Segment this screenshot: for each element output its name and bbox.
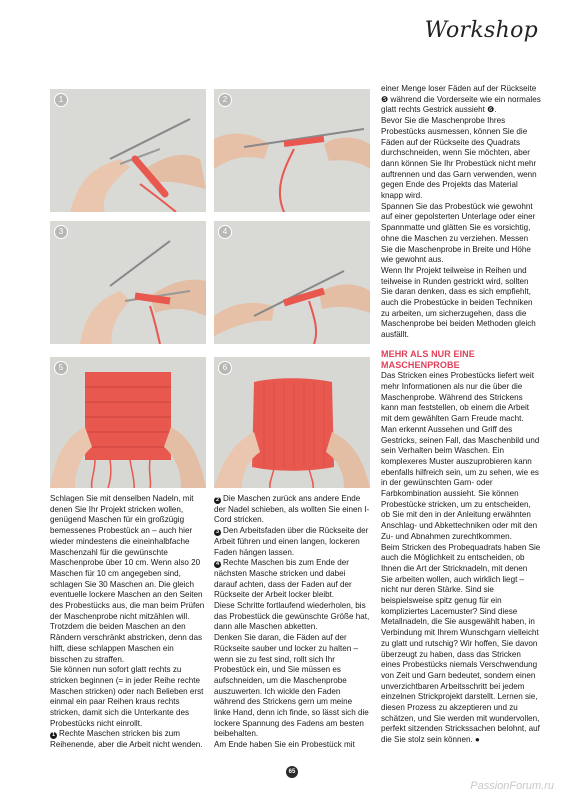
step-text: Den Arbeitsfaden über die Rückseite der Arbeit führen und einen langen, lockeren Faden hängen lassen.: [214, 526, 369, 557]
paragraph: einer Menge loser Fäden auf der Rückseite ❺ während die Vorderseite wie ein normales glatt rechts Gestrick aussieht ❻.: [381, 84, 541, 115]
step-text: Die Maschen zurück ans andere Ende der Nadel schieben, als wollten Sie einen I-Cord stricken.: [214, 494, 370, 525]
photo-number: 4: [218, 225, 232, 239]
photo-step-5-image: [50, 357, 206, 488]
photo-number: 3: [54, 225, 68, 239]
paragraph: Diese Schritte fortlaufend wiederholen, bis das Probestück die gewünschte Größe hat, dann alle Maschen abketten.: [214, 601, 370, 632]
step-text: Rechte Maschen bis zum Ende der nächsten Masche stricken und dabei darauf achten, dass der Faden auf der Rückseite der Arbeit locker bleibt.: [214, 558, 352, 600]
section-title: Workshop: [424, 18, 538, 43]
middle-column: [214, 494, 370, 751]
step-number-badge: 1: [51, 732, 56, 739]
photo-step-2: [214, 89, 370, 212]
photo-step-2-image: [214, 89, 370, 212]
photo-number: 6: [218, 361, 232, 375]
paragraph: Bevor Sie die Maschenprobe Ihres Probestücks ausmessen, können Sie die Fäden auf der Rückseite des Quadrats durchschneiden, wenn Sie möchten, aber dann können Sie Ihr Probestück nicht mehr auftrennen und das Garn verwenden, wenn gegen Ende des Projekts das Material knapp wird.: [381, 116, 537, 201]
paragraph: Das Stricken eines Probestücks liefert weit mehr Informationen als nur die über die Maschenprobe. Während des Strickens kann man feststellen, ob einem die Arbeit mit dem gewählten Garn Freude macht. Man erkennt Aussehen und Griff des Gestricks, seinen Fall, das Maschenbild und sein Verhalten beim Waschen. Ein komplexeres Muster auszuprobieren kann ebenfalls hilfreich sein, um zu sehen, wie es in der gewünschten Garn- oder Farbkombination aussieht. Sie können Probestücke stricken, um zu entscheiden, ob Sie mit den in der Anleitung erwähnten Anschlag- und Abkettechniken oder mit den Zu- und Abnahmen zurechtkommen.: [381, 371, 540, 541]
paragraph: Wenn Ihr Projekt teilweise in Reihen und teilweise in Runden gestrickt wird, sollten Sie daran denken, dass es sich empfiehlt, auch die Probestücke in beiden Techniken zu arbeiten, um sicherzugehen, dass die Maschenprobe bei beiden Methoden gleich ausfällt.: [381, 265, 536, 340]
photo-step-5: [50, 357, 206, 488]
photo-number: 5: [54, 361, 68, 375]
section-subheading: MEHR ALS NUR EINE MASCHENPROBE: [381, 348, 475, 370]
paragraph: Denken Sie daran, die Fäden auf der Rückseite sauber und locker zu halten – wenn sie zu fest sind, rollt sich Ihr Probestück ein, und Sie müssen es aufschneiden, um die Maschenprobe auszuwerten. Ich wickle den Faden während des Strickens gern um meine linke Hand, denn ich finde, so lässt sich die lockere Spannung des Fadens am besten beibehalten.: [214, 633, 369, 739]
right-column: [381, 84, 541, 746]
photo-number: 1: [54, 93, 68, 107]
paragraph: Sie können nun sofort glatt rechts zu stricken beginnen (= in jeder Reihe rechte Maschen stricken) oder nach Belieben erst einmal ein paar Reihen kraus rechts stricken, damit sich die Unterkante des Probestücks nicht einrollt.: [50, 665, 204, 728]
step-number-badge: 2: [215, 497, 220, 503]
photo-step-6-image: [214, 357, 370, 488]
photo-number: 2: [218, 93, 232, 107]
step-number-badge: 3: [215, 529, 220, 536]
photo-step-1: [50, 89, 206, 212]
photo-step-4-image: [214, 221, 370, 344]
paragraph: Beim Stricken des Probequadrats haben Sie auch die Möglichkeit zu entscheiden, ob Ihnen die Art der Stricknadeln, mit denen Sie arbeiten wollen, auch wirklich liegt – nicht nur deren Stärke. Sind sie beispielsweise spitz genug für ein kompliziertes Lacemuster? Sind diese Metallnadeln, die Sie ausgewählt haben, in Verbindung mit Ihrem Wunschgarn vielleicht zu glatt und rutschig? Wir hoffen, Sie davon überzeugt zu haben, dass das Stricken eines Probestücks niemals Verschwendung von Zeit und Garn bedeutet, sondern einen unverzichtbaren Arbeitsschritt bei jedem einzelnen Strickprojekt darstellt. Lernen sie, diesen Prozess zu akzeptieren und zu schätzen, und Sie werden mit wundervollen, perfekt sitzenden Strickssachen belohnt, auf die Sie stolz sein können. ●: [381, 542, 541, 745]
watermark: PassionForum.ru: [470, 780, 554, 792]
photo-step-3: [50, 221, 206, 344]
page-number: 65: [286, 766, 298, 778]
paragraph: Schlagen Sie mit denselben Nadeln, mit denen Sie Ihr Projekt stricken wollen, genügend Maschen für ein großzügig bemessenes Probestück an – auch hier wieder mindestens die eineinhalbfache Maschenzahl für die gewünschte Maschenprobe über 10 cm. Wenn also 20 Maschen für 10 cm angegeben sind, schlagen Sie 30 Maschen an. Die gleich eventuelle lockere Maschen an den Seiten des Probestücks aus, die man beim Prüfen der Maschenprobe nicht mitzählen will. Trotzdem die beiden Maschen an den Rändern verschränkt abstricken, denn das hilft, diese schlappen Maschen ein bisschen zu straffen.: [50, 494, 205, 664]
photo-step-3-image: [50, 221, 206, 344]
paragraph: Spannen Sie das Probestück wie gewohnt auf einer gepolsterten Unterlage oder einer Spannmatte und glätten Sie es vorsichtig, ohne die Maschen zu verziehen. Messen Sie die Maschenprobe in Breite und Höhe wie gewohnt aus.: [381, 201, 536, 265]
paragraph: Am Ende haben Sie ein Probestück mit: [214, 740, 355, 750]
step-paragraph: [214, 558, 370, 601]
step-number-badge: 4: [215, 561, 220, 568]
photo-step-1-image: [50, 89, 206, 212]
photo-step-4: [214, 221, 370, 344]
step-text: Rechte Maschen stricken bis zum Reihenende, aber die Arbeit nicht wenden.: [50, 729, 203, 750]
photo-step-6: [214, 357, 370, 488]
step-paragraph: [214, 494, 370, 526]
step-paragraph: [50, 729, 206, 750]
step-paragraph: [214, 526, 370, 558]
left-column: [50, 494, 206, 751]
